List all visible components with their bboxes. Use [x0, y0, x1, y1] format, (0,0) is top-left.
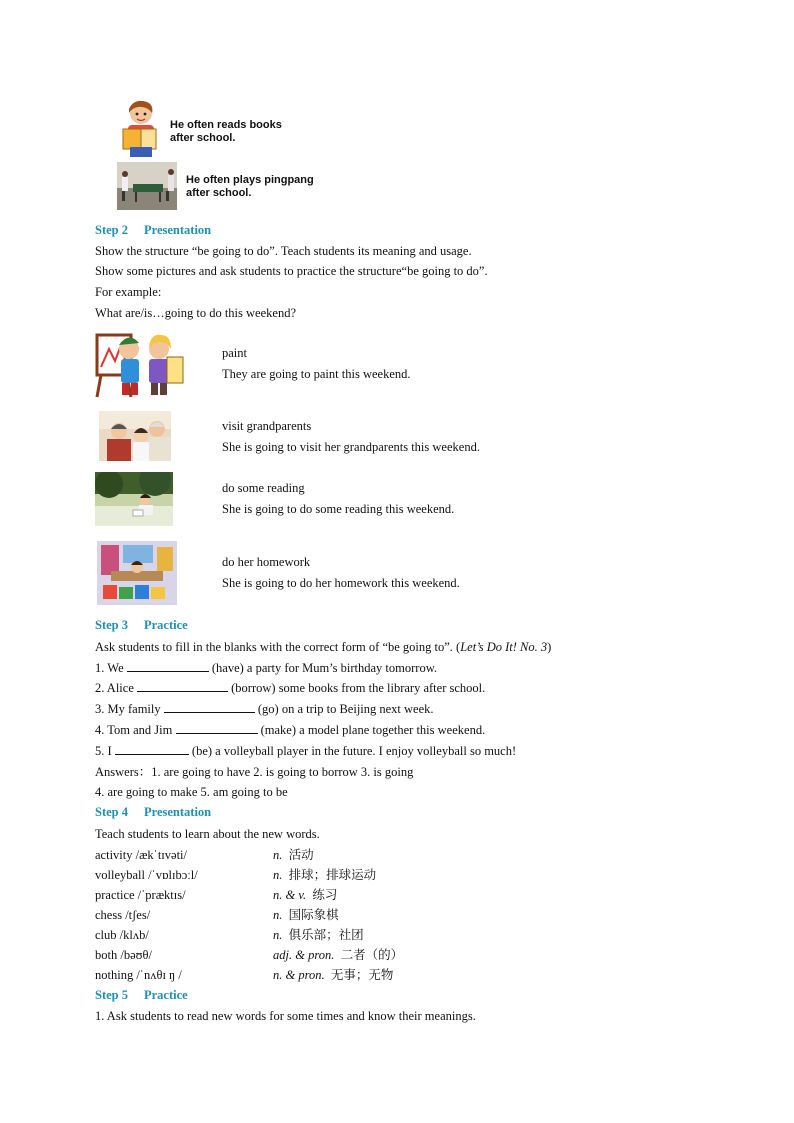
intro-text: Ask students to fill in the blanks with the correct form of “be going to”. (	[95, 640, 461, 654]
step2-line-1: Show the structure “be going to do”. Teach students its meaning and usage.	[95, 244, 472, 258]
part-of-speech: n. & pron.	[273, 968, 325, 982]
step3-intro	[95, 639, 551, 655]
answer-blank	[176, 722, 258, 734]
item-suffix: (go) on a trip to Beijing next week.	[254, 702, 434, 716]
vocab-definition	[273, 947, 403, 963]
example-1-verb: paint	[222, 346, 247, 360]
vocab-word: chess /tʃes/	[95, 908, 151, 922]
chinese-meaning: 排球；排球运动	[288, 868, 377, 882]
pingpong-photo	[117, 162, 177, 210]
answer-blank	[137, 680, 228, 692]
exercise-item-5	[95, 743, 516, 759]
chinese-meaning: 国际象棋	[288, 908, 339, 922]
example-4-sentence: She is going to do her homework this weekend.	[222, 576, 460, 590]
step5-heading	[95, 987, 188, 1003]
vocab-word: volleyball /ˈvɒlɪbɔːl/	[95, 868, 198, 882]
step2-line-3: For example:	[95, 285, 162, 299]
vocab-word: nothing /ˈnʌθɪ ŋ /	[95, 968, 182, 982]
vocab-definition	[273, 847, 314, 863]
answers-line-2: 4. are going to make 5. am going to be	[95, 785, 288, 799]
exercise-item-2	[95, 680, 485, 696]
card-line: He often reads books	[170, 119, 282, 131]
chinese-meaning: 活动	[288, 848, 314, 862]
chinese-meaning: 二者（的）	[340, 948, 404, 962]
part-of-speech: n.	[273, 848, 283, 862]
vocab-word: activity /ækˈtɪvəti/	[95, 848, 187, 862]
textbook-reference: Let’s Do It! No. 3	[460, 640, 548, 654]
step4-heading	[95, 804, 211, 820]
boy-reading-image	[120, 99, 160, 157]
item-suffix: (have) a party for Mum’s birthday tomorrow.	[208, 661, 438, 675]
exercise-item-1	[95, 660, 437, 676]
card-reads-books-text	[170, 119, 282, 145]
step2-line-4: What are/is…going to do this weekend?	[95, 306, 296, 320]
step-label: Step 2	[95, 223, 128, 237]
step-label: Step 3	[95, 618, 128, 632]
item-suffix: (borrow) some books from the library after school.	[228, 681, 486, 695]
part-of-speech: n.	[273, 868, 283, 882]
answer-blank	[115, 743, 189, 755]
step3-heading	[95, 617, 188, 633]
answer-blank	[127, 660, 209, 672]
item-suffix: (make) a model plane together this weekend.	[257, 723, 486, 737]
vocab-definition	[273, 907, 339, 923]
answer-blank	[164, 701, 255, 713]
example-2-sentence: She is going to visit her grandparents this weekend.	[222, 440, 480, 454]
step5-line-1: 1. Ask students to read new words for some times and know their meanings.	[95, 1009, 476, 1023]
item-prefix: 3. My family	[95, 702, 164, 716]
step-title: Presentation	[144, 805, 212, 819]
item-prefix: 4. Tom and Jim	[95, 723, 176, 737]
exercise-item-3	[95, 701, 434, 717]
grandparents-photo	[99, 411, 171, 461]
vocab-definition	[273, 887, 337, 903]
step4-intro: Teach students to learn about the new words.	[95, 827, 320, 841]
chinese-meaning: 练习	[312, 888, 338, 902]
card-line: after school.	[186, 187, 252, 199]
item-suffix: (be) a volleyball player in the future. I enjoy volleyball so much!	[188, 744, 517, 758]
step-title: Practice	[144, 618, 188, 632]
example-3-verb: do some reading	[222, 481, 305, 495]
step2-heading	[95, 222, 211, 238]
step-title: Practice	[144, 988, 188, 1002]
card-line: He often plays pingpang	[186, 174, 314, 186]
vocab-word: club /klʌb/	[95, 928, 149, 942]
step-label: Step 4	[95, 805, 128, 819]
reading-outdoors-photo	[95, 472, 173, 526]
item-prefix: 1. We	[95, 661, 127, 675]
card-line: after school.	[170, 132, 236, 144]
part-of-speech: n. & v.	[273, 888, 307, 902]
example-2-verb: visit grandparents	[222, 419, 312, 433]
step-title: Presentation	[144, 223, 212, 237]
step-label: Step 5	[95, 988, 128, 1002]
homework-room-photo	[97, 541, 177, 605]
example-4-verb: do her homework	[222, 555, 311, 569]
vocab-definition	[273, 927, 364, 943]
item-prefix: 2. Alice	[95, 681, 138, 695]
card-plays-pingpang-text	[186, 174, 314, 200]
vocab-word: practice /ˈpræktɪs/	[95, 888, 186, 902]
chinese-meaning: 俱乐部；社团	[288, 928, 364, 942]
vocab-definition	[273, 867, 376, 883]
vocab-word: both /bəʊθ/	[95, 948, 152, 962]
item-prefix: 5. I	[95, 744, 115, 758]
intro-text-end: )	[547, 640, 552, 654]
part-of-speech: n.	[273, 928, 283, 942]
part-of-speech: adj. & pron.	[273, 948, 335, 962]
kids-painting-image	[95, 327, 187, 399]
answers-line-1: Answers：1. are going to have 2. is going to borrow 3. is going	[95, 765, 414, 779]
part-of-speech: n.	[273, 908, 283, 922]
step2-line-2: Show some pictures and ask students to practice the structure“be going to do”.	[95, 264, 488, 278]
example-1-sentence: They are going to paint this weekend.	[222, 367, 411, 381]
vocab-definition	[273, 967, 393, 983]
example-3-sentence: She is going to do some reading this weekend.	[222, 502, 455, 516]
chinese-meaning: 无事；无物	[330, 968, 394, 982]
exercise-item-4	[95, 722, 485, 738]
